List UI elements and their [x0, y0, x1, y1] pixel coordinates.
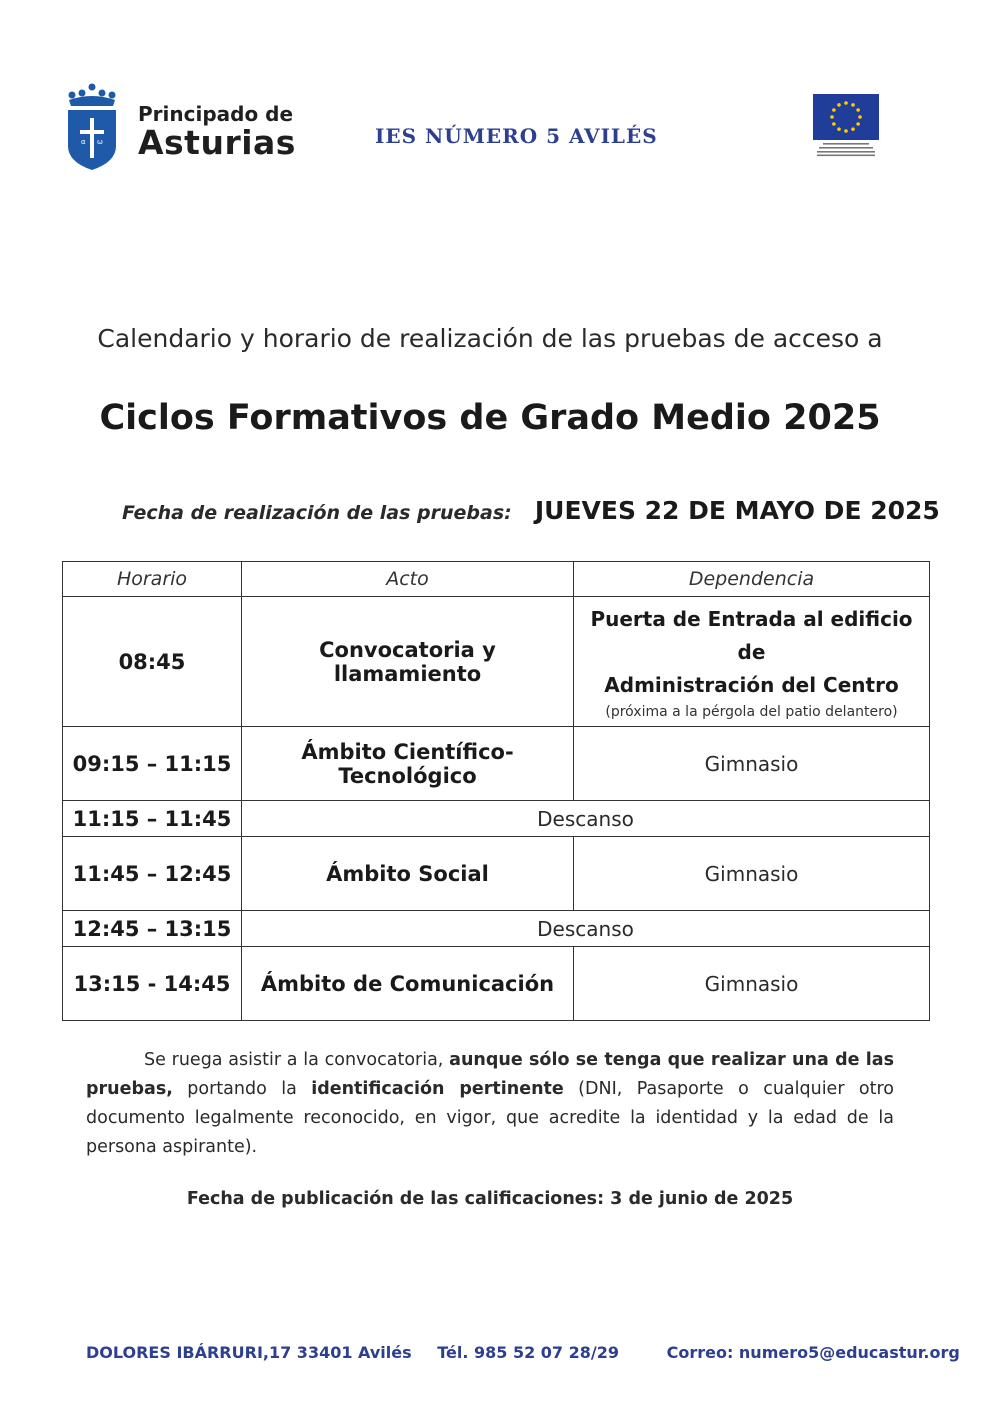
place-note: (próxima a la pérgola del patio delantero) [605, 704, 898, 720]
act-cell: Ámbito Social [242, 837, 574, 911]
table-header-row [63, 562, 930, 597]
principado-logo-text [138, 102, 296, 162]
place-cell: Gimnasio [574, 837, 930, 911]
column-header-acto: Acto [242, 562, 574, 597]
eu-star-icon [856, 122, 860, 126]
rest-cell: Descanso [242, 911, 930, 947]
table-row [63, 727, 930, 801]
table-row [63, 947, 930, 1021]
time-cell: 12:45 – 13:15 [63, 911, 242, 947]
eu-star-icon [851, 103, 855, 107]
schedule-table [62, 561, 930, 1021]
act-cell: Ámbito de Comunicación [242, 947, 574, 1021]
eu-star-icon [844, 129, 848, 133]
place-cell: Gimnasio [574, 947, 930, 1021]
time-cell: 11:45 – 12:45 [63, 837, 242, 911]
table-row [63, 911, 930, 947]
school-name: IES NÚMERO 5 AVILÉS [375, 124, 658, 148]
footer-email[interactable]: Correo: numero5@educastur.org [666, 1343, 960, 1362]
intro-text: Calendario y horario de realización de las pruebas de acceso a [97, 324, 883, 353]
exam-date-value: JUEVES 22 DE MAYO DE 2025 [534, 496, 940, 525]
column-header-horario: Horario [63, 562, 242, 597]
time-cell: 11:15 – 11:45 [63, 801, 242, 837]
act-cell: Convocatoria y llamamiento [242, 597, 574, 727]
note-bold-1: aunque sólo se tenga que realizar una de las pruebas, [86, 1050, 894, 1099]
eu-star-icon [856, 108, 860, 112]
note-text-2: portando la [172, 1079, 312, 1099]
footer-phone: Tél. 985 52 07 28/29 [437, 1343, 619, 1362]
eu-flag-icon [813, 94, 879, 140]
column-header-dependencia: Dependencia [574, 562, 930, 597]
place-line-1: Puerta de Entrada al edificio de [590, 607, 913, 664]
exam-date-label: Fecha de realización de las pruebas: [122, 502, 512, 524]
note-text-1: Se ruega asistir a la convocatoria, [144, 1050, 450, 1070]
svg-text:α: α [81, 138, 86, 146]
table-row [63, 597, 930, 727]
publication-date: Fecha de publicación de las calificaciones: 3 de junio de 2025 [186, 1189, 794, 1209]
footer [86, 1343, 960, 1362]
svg-text:ω: ω [97, 138, 103, 146]
eu-star-icon [844, 101, 848, 105]
table-row [63, 837, 930, 911]
rest-cell: Descanso [242, 801, 930, 837]
attendance-note [86, 1046, 894, 1162]
place-cell [574, 597, 930, 727]
time-cell: 09:15 – 11:15 [63, 727, 242, 801]
time-cell: 13:15 - 14:45 [63, 947, 242, 1021]
eu-star-icon [832, 122, 836, 126]
note-text-3: (DNI, Pasaporte o cualquier otro documento legalmente reconocido, en vigor, que acredite la identidad y la edad de la persona aspirante). [86, 1079, 895, 1157]
place-cell: Gimnasio [574, 727, 930, 801]
table-row [63, 801, 930, 837]
exam-date-row [122, 496, 940, 525]
place-line-2: Administración del Centro [604, 673, 899, 697]
footer-address: DOLORES IBÁRRURI,17 33401 Avilés [86, 1343, 412, 1362]
time-cell: 08:45 [63, 597, 242, 727]
eu-caption-icon [813, 141, 879, 157]
asturias-crest-icon [64, 82, 120, 172]
eu-star-icon [837, 103, 841, 107]
eu-star-icon [830, 115, 834, 119]
eu-star-icon [858, 115, 862, 119]
act-cell: Ámbito Científico-Tecnológico [242, 727, 574, 801]
logo-line-1: Principado de [138, 102, 294, 126]
note-bold-2: identificación pertinente [311, 1079, 564, 1099]
eu-star-icon [837, 127, 841, 131]
page-title: Ciclos Formativos de Grado Medio 2025 [99, 398, 881, 438]
logo-line-2: Asturias [138, 123, 296, 162]
eu-star-icon [832, 108, 836, 112]
eu-star-icon [851, 127, 855, 131]
